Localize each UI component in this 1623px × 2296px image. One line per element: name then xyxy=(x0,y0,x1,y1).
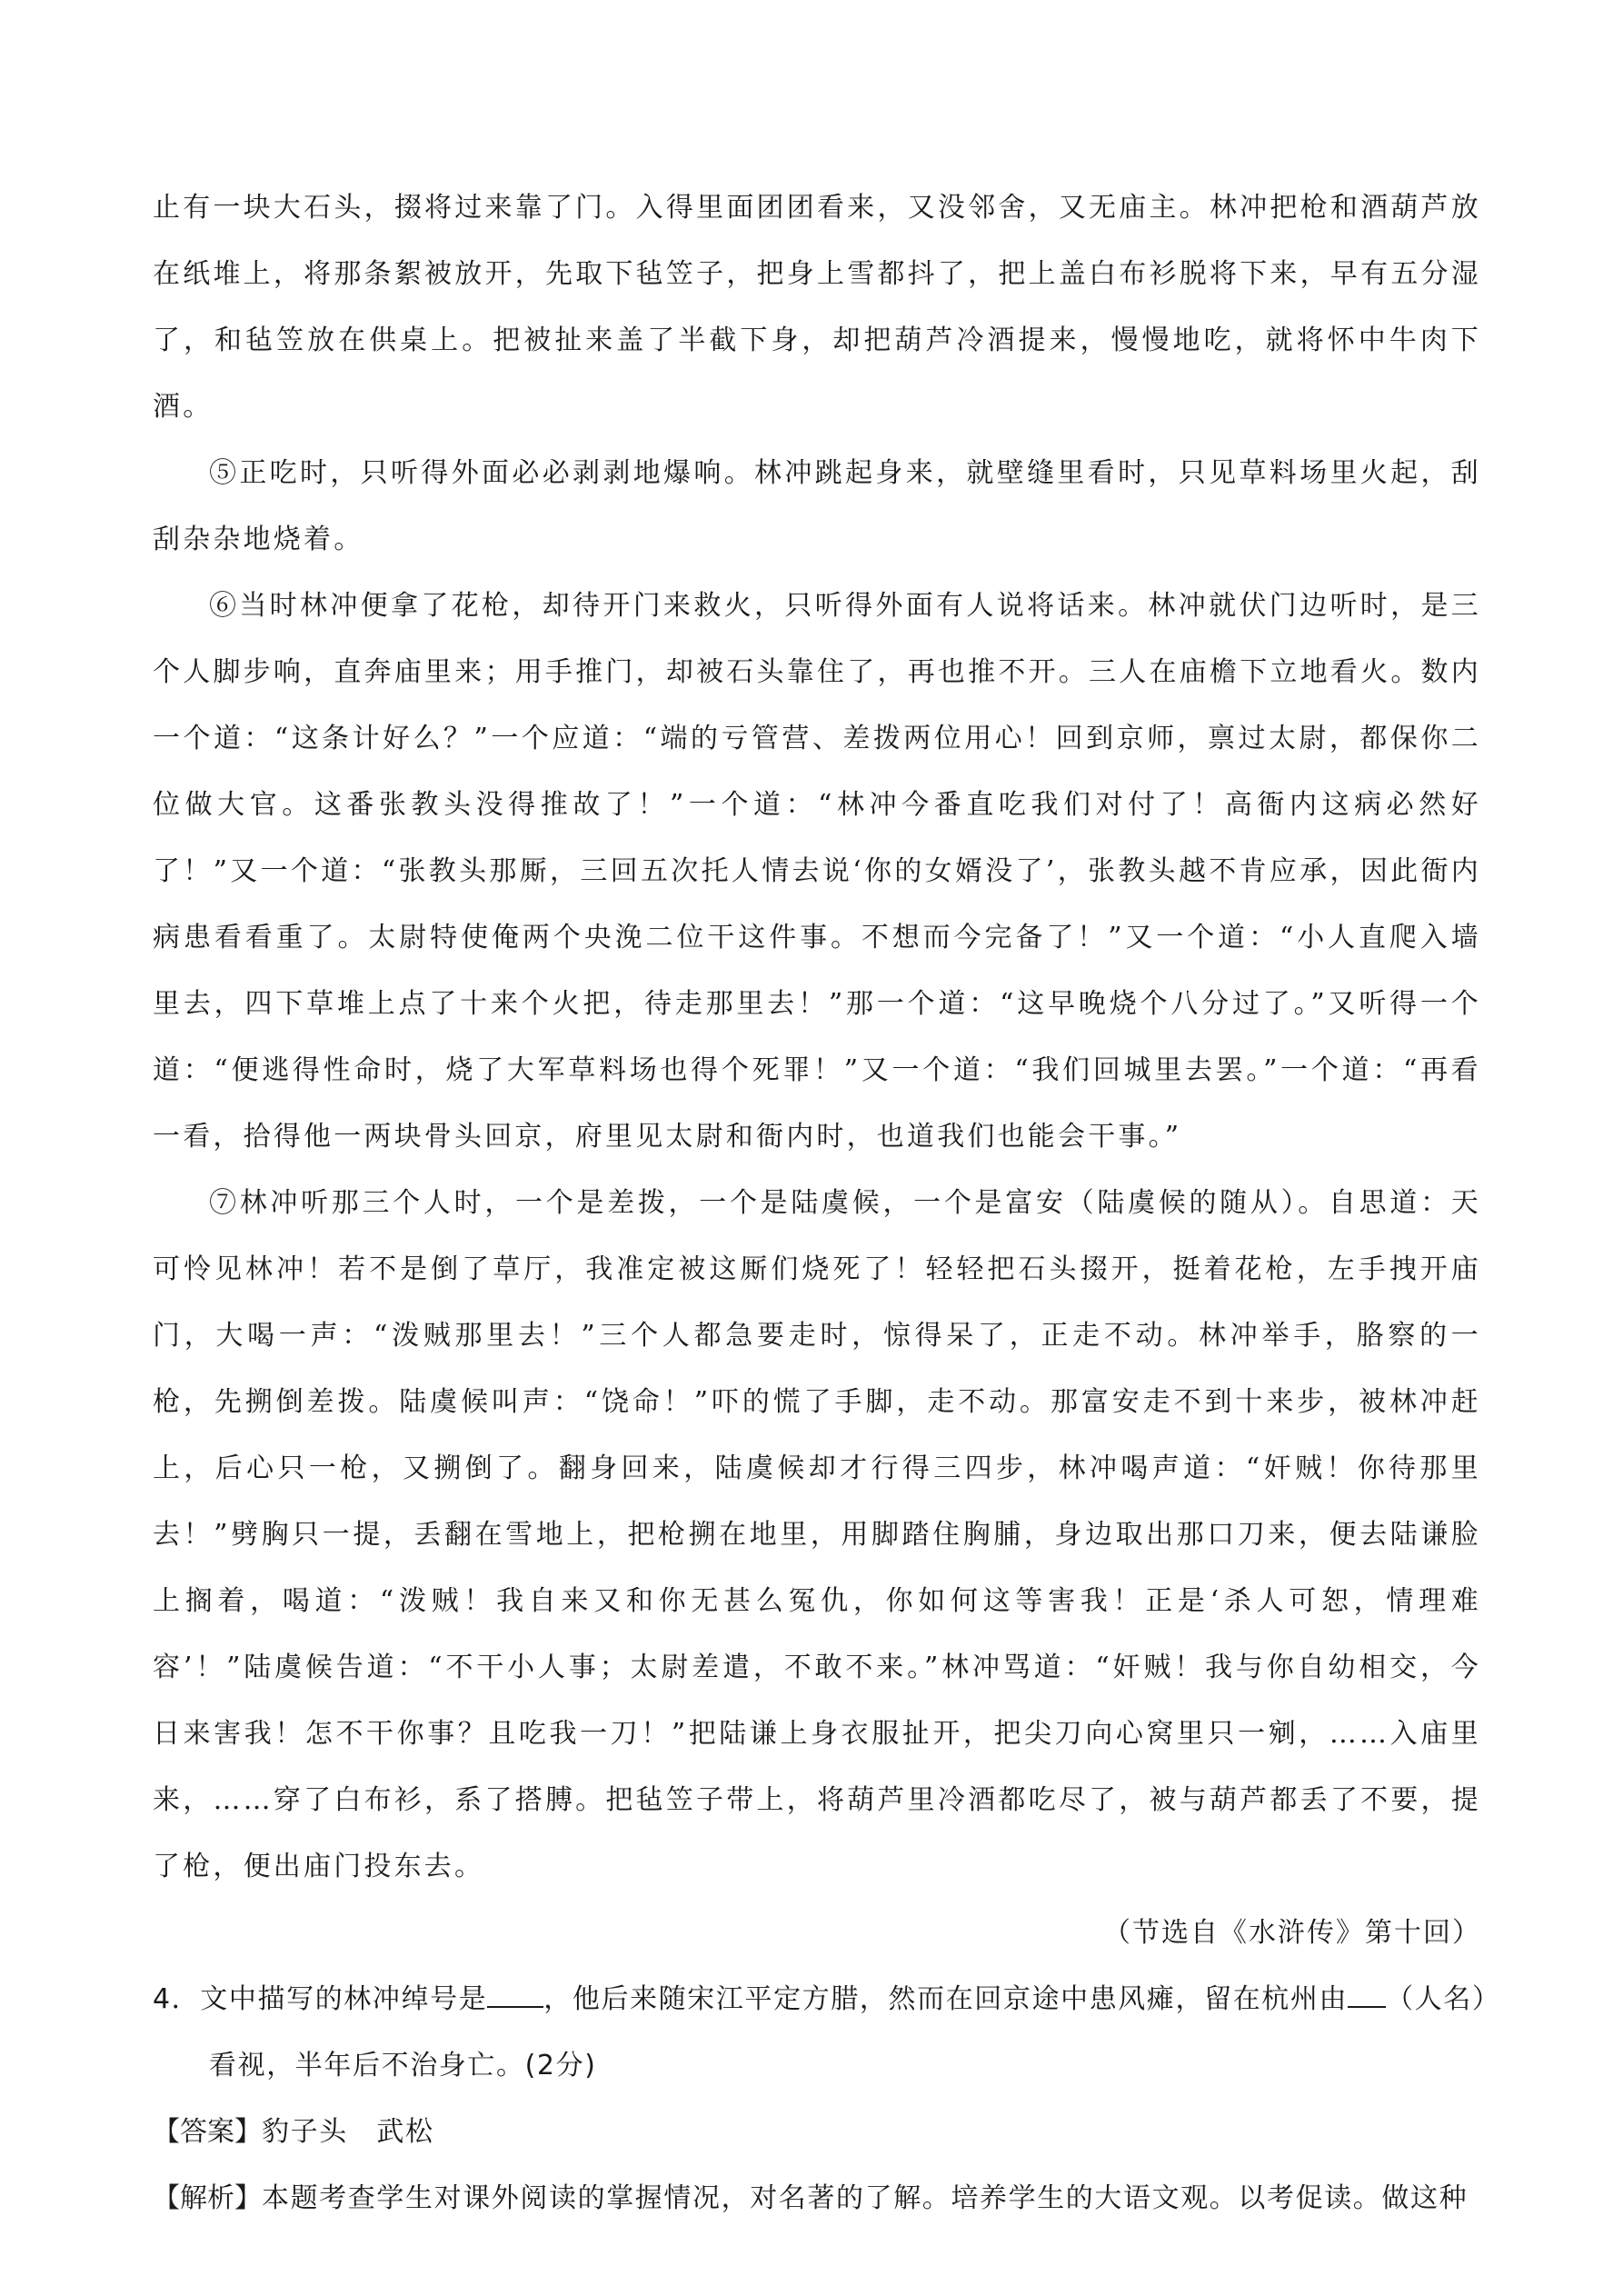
question-4 xyxy=(153,1966,1501,2099)
passage-source: （节选自《水浒传》第十回） xyxy=(1103,1917,1481,1949)
question-text-part2: ，他后来随宋江平定方腊，然而在回京途中患风瘫，留在杭州由 xyxy=(543,1983,1349,2015)
question-text-part3: （人名） xyxy=(1386,1983,1501,2015)
analysis-label: 【解析】 xyxy=(153,2182,262,2214)
passage-paragraph-continued: 止有一块大石头，掇将过来靠了门。入得里面团团看来，又没邻舍，又无庙主。林冲把枪和酒葫芦放在纸堆上，将那条絮被放开，先取下毡笠子，把身上雪都抖了，把上盖白布衫脱将下来，早有五分湿了，和毡笠放在供桌上。把被扯来盖了半截下身，却把葫芦冷酒提来，慢慢地吃，就将怀中牛肉下酒。 xyxy=(153,192,1481,423)
answer-text: 豹子头 武松 xyxy=(262,2116,434,2148)
analysis-text: 本题考查学生对课外阅读的掌握情况，对名著的了解。培养学生的大语文观。以考促读。做这种 xyxy=(262,2182,1469,2214)
question-text-part1: 文中描写的林冲绰号是 xyxy=(200,1983,488,2015)
passage-paragraph-7: ⑦林冲听那三个人时，一个是差拨，一个是陆虞候，一个是富安（陆虞候的随从）。自思道：天可怜见林冲！若不是倒了草厅，我准定被这厮们烧死了！轻轻把石头掇开，挺着花枪，左手拽开庙门，大喝一声：“泼贼那里去！”三个人都急要走时，惊得呆了，正走不动。林冲举手，胳察的一枪，先搠倒差拨。陆虞候叫声：“饶命！”吓的慌了手脚，走不动。那富安走不到十来步，被林冲赶上，后心只一枪，又搠倒了。翻身回来，陆虞候却才行得三四步，林冲喝声道：“奸贼！你待那里去！”劈胸只一提，丢翻在雪地上，把枪搠在地里，用脚踏住胸脯，身边取出那口刀来，便去陆谦脸上搁着，喝道：“泼贼！我自来又和你无甚么冤仇，你如何这等害我！正是‘杀人可恕，情理难容’！”陆虞候告道：“不干小人事；太尉差遣，不敢不来。”林冲骂道：“奸贼！我与你自幼相交，今日来害我！怎不干你事？且吃我一刀！”把陆谦上身衣服扯开，把尖刀向心窝里只一剜，……入庙里来，……穿了白布衫，系了搭膊。把毡笠子带上，将葫芦里冷酒都吃尽了，被与葫芦都丢了不要，提了枪，便出庙门投东去。 xyxy=(153,1187,1481,1882)
document-page xyxy=(153,175,1501,2231)
answer-label: 【答案】 xyxy=(153,2116,262,2148)
passage-paragraph-5: ⑤正吃时，只听得外面必必剥剥地爆响。林冲跳起身来，就壁缝里看时，只见草料场里火起，刮刮杂杂地烧着。 xyxy=(153,457,1481,555)
passage-paragraph-6: ⑥当时林冲便拿了花枪，却待开门来救火，只听得外面有人说将话来。林冲就伏门边听时，是三个人脚步响，直奔庙里来；用手推门，却被石头靠住了，再也推不开。三人在庙檐下立地看火。数内一个道：“这条计好么？”一个应道：“端的亏管营、差拨两位用心！回到京师，禀过太尉，都保你二位做大官。这番张教头没得推故了！”一个道：“林冲今番直吃我们对付了！高衙内这病必然好了！”又一个道：“张教头那厮，三回五次托人情去说‘你的女婿没了’，张教头越不肯应承，因此衙内病患看看重了。太尉特使俺两个央浼二位干这件事。不想而今完备了！”又一个道：“小人直爬入墙里去，四下草堆上点了十来个火把，待走那里去！”那一个道：“这早晚烧个八分过了。”又听得一个道：“便逃得性命时，烧了大军草料场也得个死罪！”又一个道：“我们回城里去罢。”一个道：“再看一看，拾得他一两块骨头回京，府里见太尉和衙内时，也道我们也能会干事。” xyxy=(153,590,1481,1153)
question-text-line2: 看视，半年后不治身亡。(2分) xyxy=(209,2050,597,2081)
answer-blank-2 xyxy=(1348,1979,1386,2008)
answer-blank-1 xyxy=(487,1979,543,2008)
answer-line xyxy=(153,2099,1481,2165)
question-number: 4． xyxy=(153,1983,201,2015)
analysis-line xyxy=(153,2165,1481,2231)
